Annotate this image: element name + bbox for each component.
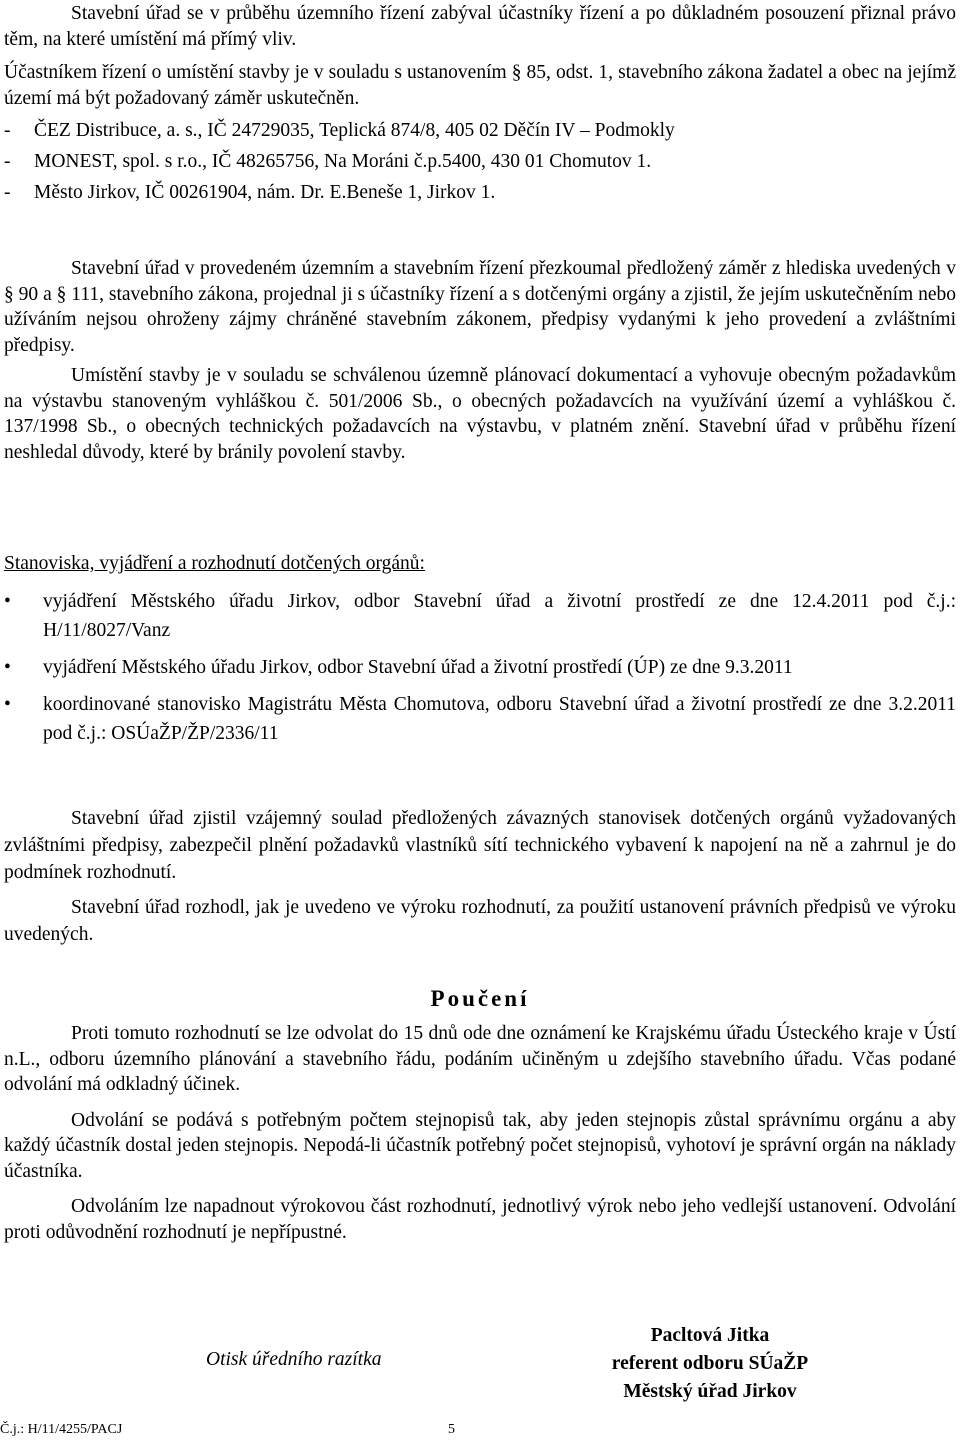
review-section	[4, 256, 956, 465]
party-item: - MONEST, spol. s r.o., IČ 48265756, Na Moráni č.p.5400, 430 01 Chomutov 1.	[4, 151, 652, 172]
opinions-section	[4, 551, 956, 748]
conclusion-section	[4, 805, 956, 948]
intro-paragraph-2: Účastníkem řízení o umístění stavby je v souladu s ustanovením § 85, odst. 1, stavebního zákona žadatel a obec na jejímž území má být požadovaný záměr uskutečněn.	[4, 62, 956, 109]
footer-reference: Č.j.: H/11/4255/PACJ	[0, 1422, 123, 1437]
party-list	[4, 115, 956, 208]
instruction-title: Poučení	[430, 986, 530, 1011]
review-paragraph-1: Stavební úřad v provedeném územním a stavebním řízení přezkoumal předložený záměr z hlediska uvedených v § 90 a § 111, stavebního zákona, projednal ji s účastníky řízení a s dotčenými orgány a zjistil, že jejím uskutečněním nebo užíváním nejsou ohroženy zájmy chráněné stavebním zákonem, předpisy vydanými k jeho provedení a zvláštními předpisy.	[4, 258, 956, 356]
stamp-placeholder: Otisk úředního razítka	[206, 1349, 382, 1370]
review-paragraph-2: Umístění stavby je v souladu se schválenou územně plánovací dokumentací a vyhovuje obecným požadavkům na výstavbu stanoveným vyhláškou č. 501/2006 Sb., o obecných požadavcích na využívání území a vyhláškou č. 137/1998 Sb., o obecných technických požadavcích na výstavbu, v platném znění. Stavební úřad v průběhu řízení neshledal důvody, které by bránily povolení stavby.	[4, 365, 956, 463]
instruction-section	[4, 986, 956, 1245]
list-item: • vyjádření Městského úřadu Jirkov, odbor Stavební úřad a životní prostředí ze dne 12.4.2011 pod č.j.: H/11/8027/Vanz	[4, 590, 956, 641]
signature-block	[580, 1322, 840, 1406]
intro-paragraph-1: Stavební úřad se v průběhu územního řízení zabýval účastníky řízení a po důkladném posouzení přiznal právo těm, na které umístění má přímý vliv.	[4, 3, 956, 50]
instruction-paragraph-2: Odvolání se podává s potřebným počtem stejnopisů tak, aby jeden stejnopis zůstal správnímu orgánu a aby každý účastník dostal jeden stejnopis. Nepodá-li účastník potřebný počet stejnopisů, vyhotoví je správní orgán na náklady účastníka.	[4, 1109, 956, 1182]
signer-name: Pacltová Jitka	[650, 1325, 770, 1346]
intro-section	[4, 1, 956, 208]
party-item: - Město Jirkov, IČ 00261904, nám. Dr. E.Beneše 1, Jirkov 1.	[4, 182, 496, 203]
opinions-list	[4, 587, 956, 748]
list-item: • vyjádření Městského úřadu Jirkov, odbor Stavební úřad a životní prostředí (ÚP) ze dne 9.3.2011	[4, 656, 793, 678]
instruction-paragraph-3: Odvoláním lze napadnout výrokovou část rozhodnutí, jednotlivý výrok nebo jeho vedlejší ustanovení. Odvolání proti odůvodnění rozhodnutí je nepřípustné.	[4, 1196, 956, 1243]
list-item: • koordinované stanovisko Magistrátu Města Chomutova, odboru Stavební úřad a životní prostředí ze dne 3.2.2011 pod č.j.: OSÚaŽP/ŽP/2336/11	[4, 693, 956, 744]
party-item: - ČEZ Distribuce, a. s., IČ 24729035, Teplická 874/8, 405 02 Děčín IV – Podmokly	[4, 120, 675, 141]
conclusion-paragraph-2: Stavební úřad rozhodl, jak je uvedeno ve výroku rozhodnutí, za použití ustanovení právních předpisů ve výroku uvedených.	[4, 897, 956, 945]
signer-office: Městský úřad Jirkov	[623, 1381, 797, 1402]
conclusion-paragraph-1: Stavební úřad zjistil vzájemný soulad předložených závazných stanovisek dotčených orgánů vyžadovaných zvláštními předpisy, zabezpečil plnění požadavků vlastníků sítí technického vybavení k napojení na ně a zahrnul je do podmínek rozhodnutí.	[4, 808, 956, 883]
signer-role: referent odboru SÚaŽP	[611, 1353, 809, 1374]
page-number: 5	[448, 1422, 455, 1437]
opinions-heading: Stanoviska, vyjádření a rozhodnutí dotčených orgánů:	[4, 553, 425, 574]
instruction-paragraph-1: Proti tomuto rozhodnutí se lze odvolat do 15 dnů ode dne oznámení ke Krajskému úřadu Ústeckého kraje v Ústí n.L., odboru územního plánování a stavebního řádu, podáním učiněným u zdejšího stavebního úřadu. Včas podané odvolání má odkladný účinek.	[4, 1023, 956, 1095]
